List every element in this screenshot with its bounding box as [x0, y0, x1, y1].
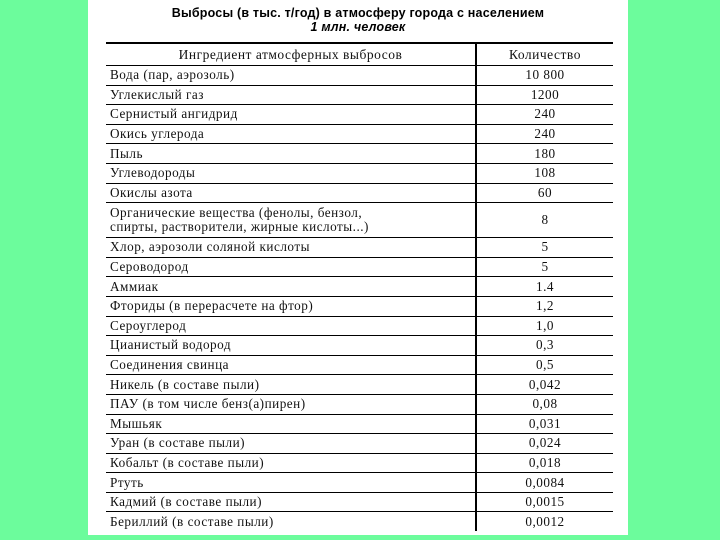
ingredient-name: Уран (в составе пыли) [110, 435, 246, 451]
quantity-cell: 5 [476, 257, 613, 277]
ingredient-cell [106, 434, 476, 454]
quantity-cell: 180 [476, 144, 613, 164]
ingredient-cell [106, 492, 476, 512]
ingredient-name: Окислы азота [110, 184, 193, 200]
ingredient-cell [106, 163, 476, 183]
ingredient-name: Углеводороды [110, 165, 196, 181]
ingredient-cell [106, 85, 476, 105]
ingredient-cell [106, 336, 476, 356]
ingredient-name: Сернистый ангидрид [110, 106, 238, 122]
ingredient-cell [106, 144, 476, 164]
ingredient-cell [106, 375, 476, 395]
quantity-cell: 0,08 [476, 394, 613, 414]
ingredient-cell [106, 203, 476, 238]
table-row [106, 105, 613, 125]
table-row [106, 277, 613, 297]
ingredient-name: Мышьяк [110, 415, 163, 431]
quantity-cell: 108 [476, 163, 613, 183]
ingredient-cell [106, 316, 476, 336]
document-page [88, 0, 628, 535]
quantity-cell: 5 [476, 238, 613, 258]
table-row [106, 512, 613, 531]
quantity-cell: 1,0 [476, 316, 613, 336]
ingredient-name: Кобальт (в составе пыли) [110, 454, 265, 470]
table-row [106, 66, 613, 86]
table-row [106, 434, 613, 454]
table-row [106, 296, 613, 316]
quantity-cell: 1.4 [476, 277, 613, 297]
quantity-cell: 0,5 [476, 355, 613, 375]
quantity-cell: 240 [476, 105, 613, 125]
quantity-cell: 8 [476, 203, 613, 238]
ingredient-name: Фториды (в перерасчете на фтор) [110, 298, 314, 314]
ingredient-cell [106, 238, 476, 258]
ingredient-cell [106, 414, 476, 434]
header-ingredient: Ингредиент атмосферных выбросов [106, 43, 476, 66]
table-row [106, 257, 613, 277]
ingredient-name: Кадмий (в составе пыли) [110, 494, 263, 510]
ingredient-cell [106, 124, 476, 144]
table-row [106, 414, 613, 434]
table-row [106, 85, 613, 105]
title-line-2: 1 млн. человек [310, 20, 406, 34]
ingredient-cell [106, 512, 476, 531]
ingredient-name: Аммиак [110, 278, 159, 294]
ingredient-cell [106, 394, 476, 414]
ingredient-name: Соединения свинца [110, 357, 229, 373]
quantity-cell: 0,042 [476, 375, 613, 395]
document-title [88, 6, 628, 34]
ingredient-cell [106, 66, 476, 86]
table-row [106, 238, 613, 258]
quantity-cell: 10 800 [476, 66, 613, 86]
table-row [106, 375, 613, 395]
title-line-1: Выбросы (в тыс. т/год) в атмосферу города с населением [171, 6, 545, 20]
ingredient-cell [106, 473, 476, 493]
table-row [106, 336, 613, 356]
table-row [106, 183, 613, 203]
ingredient-cell [106, 183, 476, 203]
ingredient-name: ПАУ (в том числе бенз(а)пирен) [110, 396, 306, 412]
ingredient-name: Углекислый газ [110, 86, 204, 102]
quantity-cell: 0,0012 [525, 513, 565, 529]
quantity-cell: 60 [476, 183, 613, 203]
table-row [106, 355, 613, 375]
quantity-cell: 0,031 [476, 414, 613, 434]
ingredient-name: Ртуть [110, 474, 144, 490]
emissions-table [106, 42, 613, 531]
quantity-cell: 1,2 [476, 296, 613, 316]
table-row [106, 492, 613, 512]
quantity-cell: 240 [476, 124, 613, 144]
table-row [106, 473, 613, 493]
quantity-cell: 0,018 [476, 453, 613, 473]
ingredient-name-cont: спирты, растворители, жирные кислоты...) [110, 219, 369, 235]
ingredient-name: Пыль [110, 145, 143, 161]
table-row [106, 453, 613, 473]
ingredient-name: Окись углерода [110, 126, 205, 142]
table-header-row [106, 43, 613, 66]
ingredient-name: Никель (в составе пыли) [110, 376, 260, 392]
ingredient-cell [106, 105, 476, 125]
quantity-cell: 1200 [476, 85, 613, 105]
ingredient-cell [106, 355, 476, 375]
table-row [106, 203, 613, 238]
ingredient-name: Бериллий (в составе пыли) [110, 513, 274, 529]
table-row [106, 124, 613, 144]
table-row [106, 163, 613, 183]
ingredient-cell [106, 257, 476, 277]
table-body [106, 66, 613, 532]
ingredient-cell [106, 453, 476, 473]
quantity-cell: 0,0015 [476, 492, 613, 512]
ingredient-cell [106, 277, 476, 297]
table-row [106, 316, 613, 336]
quantity-cell: 0,3 [476, 336, 613, 356]
quantity-cell: 0,0084 [476, 473, 613, 493]
ingredient-name: Вода (пар, аэрозоль) [110, 67, 235, 83]
table-row [106, 394, 613, 414]
ingredient-cell [106, 296, 476, 316]
table-row [106, 144, 613, 164]
ingredient-name: Цианистый водород [110, 337, 232, 353]
ingredient-name: Сероуглерод [110, 317, 187, 333]
quantity-cell: 0,024 [476, 434, 613, 454]
ingredient-name: Органические вещества (фенолы, бензол, [110, 205, 363, 221]
ingredient-name: Хлор, аэрозоли соляной кислоты [110, 239, 310, 255]
header-quantity: Количество [476, 43, 613, 66]
ingredient-name: Сероводород [110, 259, 189, 275]
